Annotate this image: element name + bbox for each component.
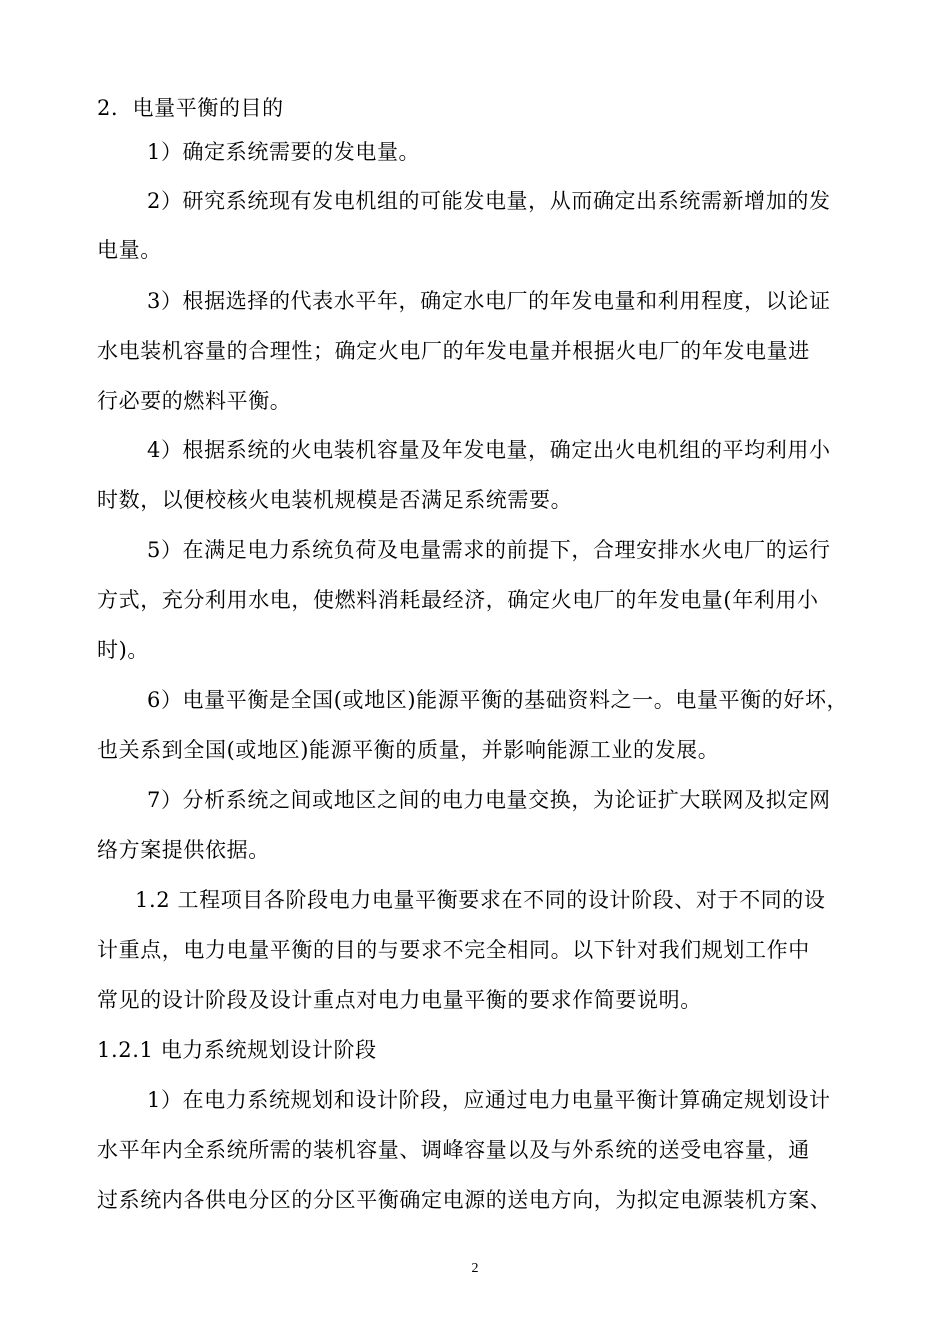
list-item-4-line-2: 时数，以便校核火电装机规模是否满足系统需要。 <box>97 488 573 512</box>
list-item-7-line-1: 7）分析系统之间或地区之间的电力电量交换，为论证扩大联网及拟定网 <box>147 788 831 812</box>
paragraph-1-line-2: 水平年内全系统所需的装机容量、调峰容量以及与外系统的送受电容量，通 <box>97 1138 810 1162</box>
list-item-7-line-2: 络方案提供依据。 <box>97 838 270 862</box>
subsection-heading: 1.2.1 电力系统规划设计阶段 <box>97 1038 377 1062</box>
paragraph-1-line-1: 1）在电力系统规划和设计阶段，应通过电力电量平衡计算确定规划设计 <box>147 1088 831 1112</box>
list-item-5-line-3: 时)。 <box>97 638 149 662</box>
subsection-paragraph-line-1: 1.2 工程项目各阶段电力电量平衡要求在不同的设计阶段、对于不同的设 <box>135 888 826 912</box>
list-item-3-line-1: 3）根据选择的代表水平年，确定水电厂的年发电量和利用程度，以论证 <box>147 289 831 313</box>
list-item-5-line-1: 5）在满足电力系统负荷及电量需求的前提下，合理安排水火电厂的运行 <box>147 538 831 562</box>
list-item-4-line-1: 4）根据系统的火电装机容量及年发电量，确定出火电机组的平均利用小 <box>147 438 831 462</box>
page-number: 2 <box>471 1261 479 1276</box>
list-item-2-line-1: 2）研究系统现有发电机组的可能发电量，从而确定出系统需新增加的发 <box>147 189 831 213</box>
list-item-1: 1）确定系统需要的发电量。 <box>147 140 421 164</box>
list-item-3-line-3: 行必要的燃料平衡。 <box>97 389 292 413</box>
list-item-5-line-2: 方式，充分利用水电，使燃料消耗最经济，确定火电厂的年发电量(年利用小 <box>97 588 819 612</box>
list-item-6-line-2: 也关系到全国(或地区)能源平衡的质量，并影响能源工业的发展。 <box>97 738 720 762</box>
paragraph-1-line-3: 过系统内各供电分区的分区平衡确定电源的送电方向，为拟定电源装机方案、 <box>97 1188 832 1212</box>
list-item-3-line-2: 水电装机容量的合理性；确定火电厂的年发电量并根据火电厂的年发电量进 <box>97 339 810 363</box>
subsection-paragraph-line-3: 常见的设计阶段及设计重点对电力电量平衡的要求作简要说明。 <box>97 988 702 1012</box>
list-item-2-line-2: 电量。 <box>97 238 162 262</box>
subsection-paragraph-line-2: 计重点，电力电量平衡的目的与要求不完全相同。以下针对我们规划工作中 <box>97 938 810 962</box>
section-heading: 2．电量平衡的目的 <box>97 96 284 120</box>
list-item-6-line-1: 6）电量平衡是全国(或地区)能源平衡的基础资料之一。电量平衡的好坏， <box>147 688 849 712</box>
